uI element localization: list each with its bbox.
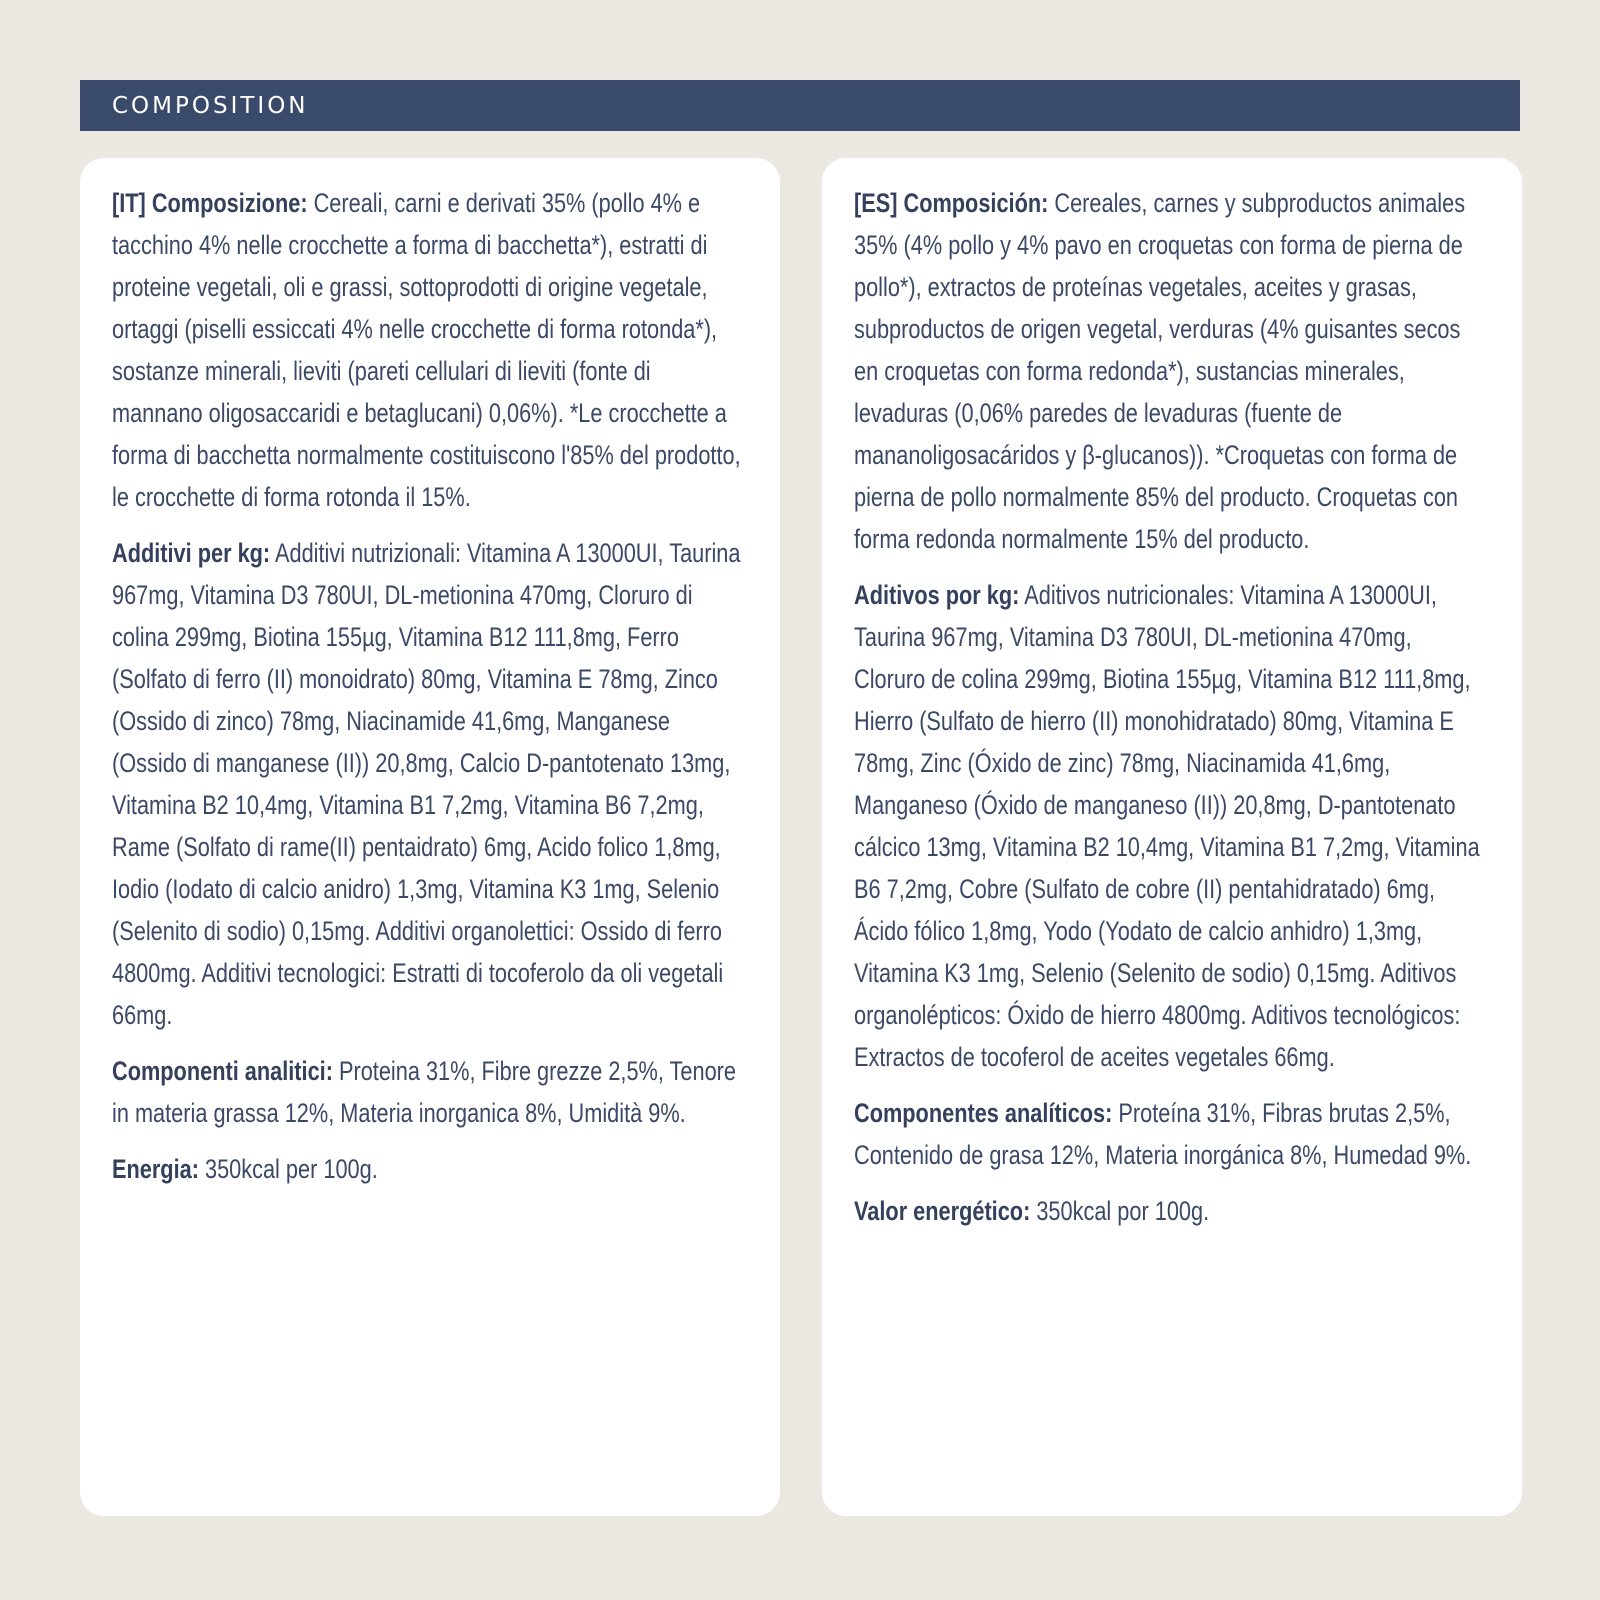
it-composition-label: [IT] Composizione: bbox=[112, 188, 308, 218]
es-energy-paragraph bbox=[854, 1190, 1485, 1232]
es-analytical-paragraph bbox=[854, 1092, 1485, 1176]
es-analytical-label: Componentes analíticos: bbox=[854, 1098, 1113, 1128]
es-energy-label: Valor energético: bbox=[854, 1196, 1031, 1226]
es-analytical-text: Proteína 31%, Fibras brutas 2,5%, Contenido de grasa 12%, Materia inorgánica 8%, Humedad 9%. bbox=[854, 1098, 1472, 1170]
es-additives-text: Aditivos nutricionales: Vitamina A 13000UI, Taurina 967mg, Vitamina D3 780UI, DL-metionina 470mg, Cloruro de colina 299mg, Biotina 155µg, Vitamina B12 111,8mg, Hierro (Sulfato de hierro (II) monohidratado) 80mg, Vitamina E 78mg, Zinc (Óxido de zinc) 78mg, Niacinamida 41,6mg, Manganeso (Óxido de manganeso (II)) 20,8mg, D-pantotenato cálcico 13mg, Vitamina B2 10,4mg, Vitamina B1 7,2mg, Vitamina B6 7,2mg, Cobre (Sulfato de cobre (II) pentahidratado) 6mg, Ácido fólico 1,8mg, Yodo (Yodato de calcio anhidro) 1,3mg, Vitamina K3 1mg, Selenio (Selenito de sodio) 0,15mg. Aditivos organolépticos: Óxido de hierro 4800mg. Aditivos tecnológicos: Extractos de tocoferol de aceites vegetales 66mg. bbox=[854, 580, 1480, 1072]
spanish-composition-panel bbox=[822, 158, 1522, 1516]
it-additives-label: Additivi per kg: bbox=[112, 538, 271, 568]
it-energy-paragraph bbox=[112, 1148, 743, 1190]
it-analytical-label: Componenti analitici: bbox=[112, 1056, 333, 1086]
it-composition-paragraph bbox=[112, 182, 743, 518]
es-composition-label: [ES] Composición: bbox=[854, 188, 1049, 218]
es-composition-paragraph bbox=[854, 182, 1485, 560]
page-title: COMPOSITION bbox=[112, 92, 309, 119]
it-additives-paragraph bbox=[112, 532, 743, 1036]
italian-composition-panel bbox=[80, 158, 780, 1516]
es-additives-paragraph bbox=[854, 574, 1485, 1078]
es-additives-label: Aditivos por kg: bbox=[854, 580, 1020, 610]
es-energy-text: 350kcal por 100g. bbox=[1030, 1196, 1210, 1226]
composition-header-bar bbox=[80, 80, 1520, 131]
it-composition-text: Cereali, carni e derivati 35% (pollo 4% e tacchino 4% nelle crocchette a forma di bacchetta*), estratti di proteine vegetali, oli e grassi, sottoprodotti di origine vegetale, ortaggi (piselli essiccati 4% nelle crocchette di forma rotonda*), sostanze minerali, lieviti (pareti cellulari di lieviti (fonte di mannano oligosaccaridi e betaglucani) 0,06%). *Le crocchette a forma di bacchetta normalmente costituiscono l'85% del prodotto, le crocchette di forma rotonda il 15%. bbox=[112, 188, 741, 512]
it-analytical-text: Proteina 31%, Fibre grezze 2,5%, Tenore in materia grassa 12%, Materia inorganica 8%, Umidità 9%. bbox=[112, 1056, 736, 1128]
it-energy-text: 350kcal per 100g. bbox=[198, 1154, 378, 1184]
it-energy-label: Energia: bbox=[112, 1154, 199, 1184]
it-analytical-paragraph bbox=[112, 1050, 743, 1134]
it-additives-text: Additivi nutrizionali: Vitamina A 13000UI, Taurina 967mg, Vitamina D3 780UI, DL-metionina 470mg, Cloruro di colina 299mg, Biotina 155µg, Vitamina B12 111,8mg, Ferro (Solfato di ferro (II) monoidrato) 80mg, Vitamina E 78mg, Zinco (Ossido di zinco) 78mg, Niacinamide 41,6mg, Manganese (Ossido di manganese (II)) 20,8mg, Calcio D-pantotenato 13mg, Vitamina B2 10,4mg, Vitamina B1 7,2mg, Vitamina B6 7,2mg, Rame (Solfato di rame(II) pentaidrato) 6mg, Acido folico 1,8mg, Iodio (Iodato di calcio anidro) 1,3mg, Vitamina K3 1mg, Selenio (Selenito di sodio) 0,15mg. Additivi organolettici: Ossido di ferro 4800mg. Additivi tecnologici: Estratti di tocoferolo da oli vegetali 66mg. bbox=[112, 538, 741, 1030]
es-composition-text: Cereales, carnes y subproductos animales 35% (4% pollo y 4% pavo en croquetas con forma de pierna de pollo*), extractos de proteínas vegetales, aceites y grasas, subproductos de origen vegetal, verduras (4% guisantes secos en croquetas con forma redonda*), sustancias minerales, levaduras (0,06% paredes de levaduras (fuente de mananoligosacáridos y β-glucanos)). *Croquetas con forma de pierna de pollo normalmente 85% del producto. Croquetas con forma redonda normalmente 15% del producto. bbox=[854, 188, 1466, 554]
